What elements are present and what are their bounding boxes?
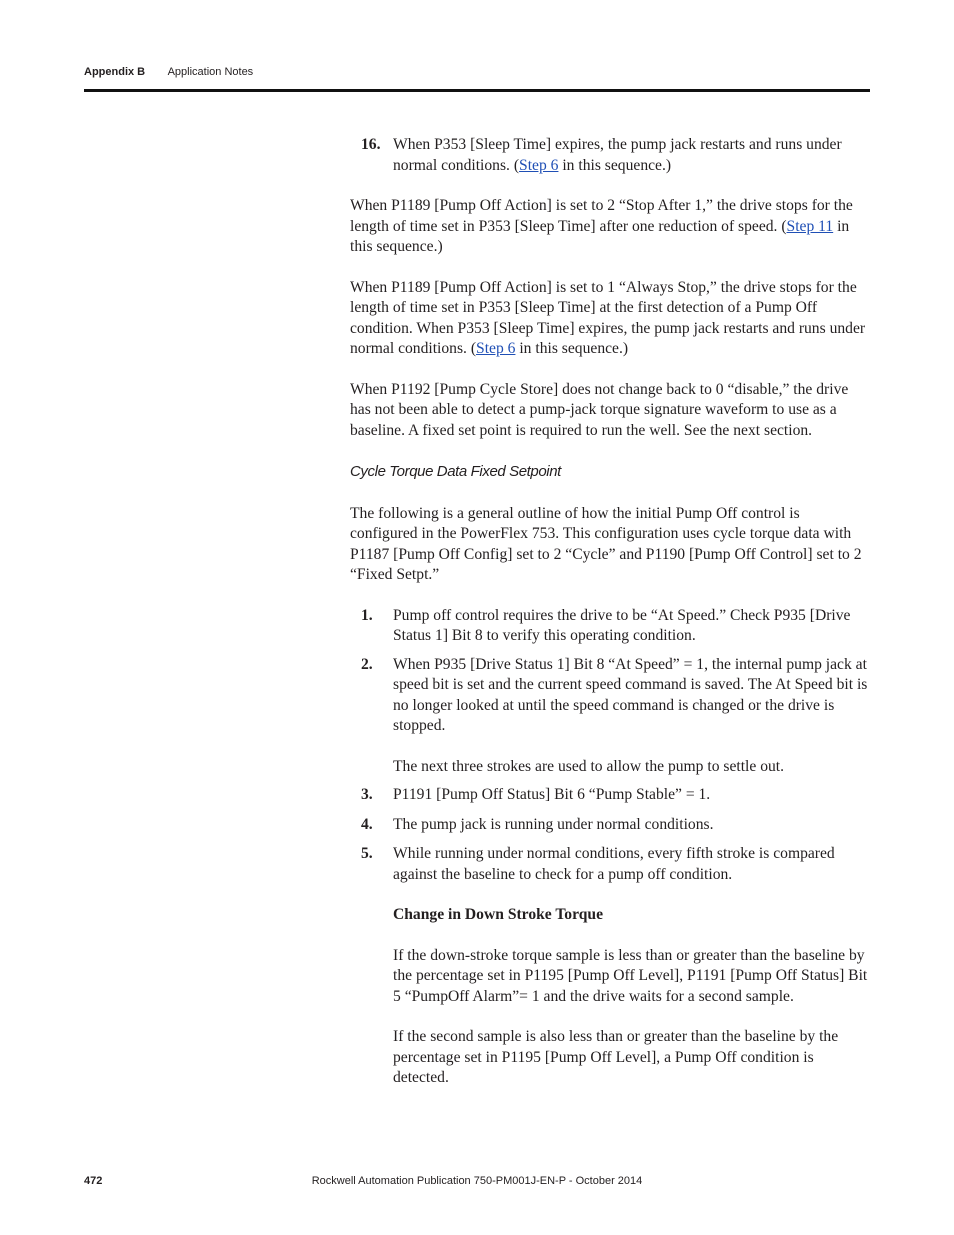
step-number: 1. [361,606,373,624]
step-16 [350,135,870,176]
step-number: 2. [361,655,373,673]
running-header [84,66,253,78]
step-number: 3. [361,786,373,803]
step-text: The pump jack is running under normal conditions. [393,815,714,833]
step-3 [350,785,870,806]
step-11-link[interactable]: Step 11 [786,217,834,235]
paragraph-pump-cycle-store: When P1192 [Pump Cycle Store] does not change back to 0 “disable,” the drive has not been able to detect a pump-jack torque signature waveform to use as a baseline. A fixed set point is required to run the well. See the next section. [350,380,849,439]
step-text: Pump off control requires the drive to be “At Speed.” Check P935 [Drive Status 1] Bit 8 to verify this operating condition. [393,606,851,644]
step-1 [350,606,870,647]
header-rule [84,89,870,92]
change-paragraph-1: If the down-stroke torque sample is less than or greater than the baseline by the percentage set in P1195 [Pump Off Level], P1191 [Pump Off Status] Bit 5 “PumpOff Alarm”= 1 and the drive waits for a second sample. [393,946,868,1005]
step-6-link-2[interactable]: Step 6 [476,340,516,357]
step-number: 5. [361,845,373,862]
step-4 [350,815,870,836]
paragraph-outline: The following is a general outline of how the initial Pump Off control is configured in the PowerFlex 753. This configuration uses cycle torque data with P1187 [Pump Off Config] set to 2 “Cycle” and P1190 [Pump Off Control] set to 2 “Fixed Setpt.” [350,504,862,583]
change-paragraph-2: If the second sample is also less than or greater than the baseline by the percentage set in P1195 [Pump Off Level], a Pump Off condition is detected. [393,1028,839,1086]
step-5 [350,844,870,885]
page-number: 472 [84,1175,103,1187]
chapter-label: Appendix B [84,66,146,78]
step-text: P1191 [Pump Off Status] Bit 6 “Pump Stable” = 1. [393,786,711,803]
subheading: Cycle Torque Data Fixed Setpoint [350,463,561,480]
step-number: 16. [361,136,381,153]
step-number: 4. [361,815,373,833]
paragraph-stop-after-1: When P1189 [Pump Off Action] is set to 2 “Stop After 1,” the drive stops for the length of time set in P353 [Sleep Time] after one reduction of speed. (Step 11 in this sequence.) [350,197,853,255]
step-text: When P935 [Drive Status 1] Bit 8 “At Speed” = 1, the internal pump jack at speed bit is set and the current speed command is saved. The At Speed bit is no longer looked at until the speed command is changed or the drive is stopped. [393,655,868,734]
step-2 [350,655,870,778]
step-text: When P353 [Sleep Time] expires, the pump jack restarts and runs under normal conditions. (Step 6 in this sequence.) [393,136,842,174]
publication-footer: Rockwell Automation Publication 750-PM001J-EN-P - October 2014 [311,1175,643,1187]
step-text: While running under normal conditions, every fifth stroke is compared against the baseline to check for a pump off condition. [393,845,835,883]
section-label: Application Notes [167,66,254,78]
step-6-link[interactable]: Step 6 [519,156,559,174]
step-note: The next three strokes are used to allow the pump to settle out. [393,757,785,775]
change-heading: Change in Down Stroke Torque [393,906,603,923]
paragraph-always-stop: When P1189 [Pump Off Action] is set to 1 “Always Stop,” the drive stops for the length of time set in P353 [Sleep Time] at the first detection of a Pump Off condition. When P353 [Sleep Time] expires, the pump jack restarts and runs under normal conditions. (Step 6 in this sequence.) [350,278,866,357]
page-body [350,135,870,1089]
